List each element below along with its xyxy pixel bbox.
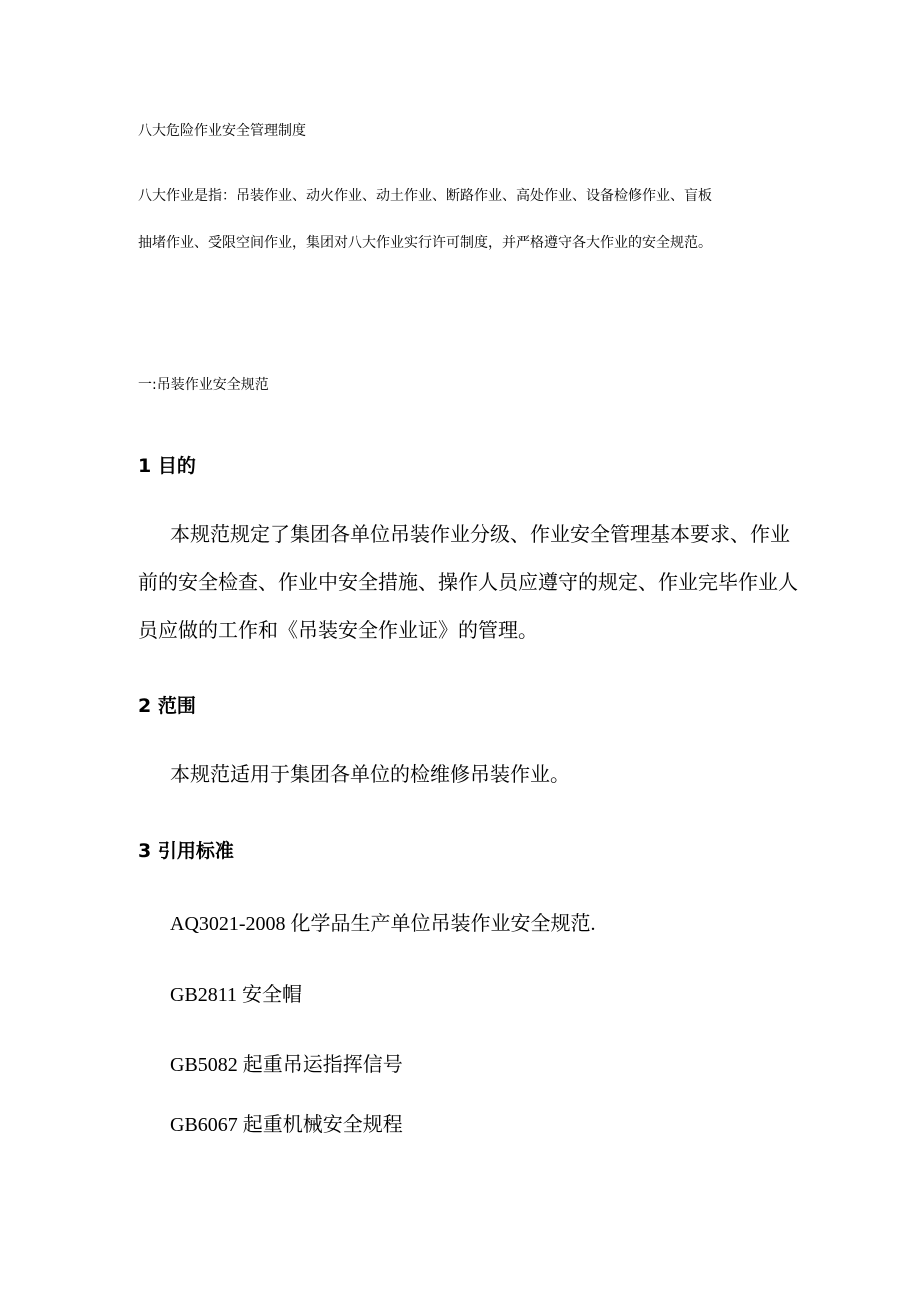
heading-purpose: 1 目的 (138, 455, 196, 477)
reference-item: GB5082 起重吊运指挥信号 (170, 1054, 403, 1076)
reference-item: AQ3021-2008 化学品生产单位吊装作业安全规范. (170, 913, 596, 935)
reference-item: GB6067 起重机械安全规程 (170, 1114, 403, 1136)
reference-item: GB2811 安全帽 (170, 984, 303, 1006)
document-title: 八大危险作业安全管理制度 (138, 123, 306, 139)
heading-references: 3 引用标准 (138, 840, 234, 862)
scope-paragraph: 本规范适用于集团各单位的检维修吊装作业。 (170, 762, 570, 786)
section-title: 一:吊装作业安全规范 (138, 377, 269, 393)
heading-scope: 2 范围 (138, 695, 196, 717)
intro-line-2: 抽堵作业、受限空间作业，集团对八大作业实行许可制度，并严格遵守各大作业的安全规范。 (138, 235, 712, 251)
purpose-paragraph: 本规范规定了集团各单位吊装作业分级、作业安全管理基本要求、作业前的安全检查、作业中安全措施、操作人员应遵守的规定、作业完毕作业人员应做的工作和《吊装安全作业证》的管理。 (138, 522, 798, 642)
intro-line-1: 八大作业是指：吊装作业、动火作业、动土作业、断路作业、高处作业、设备检修作业、盲板 (138, 188, 712, 204)
